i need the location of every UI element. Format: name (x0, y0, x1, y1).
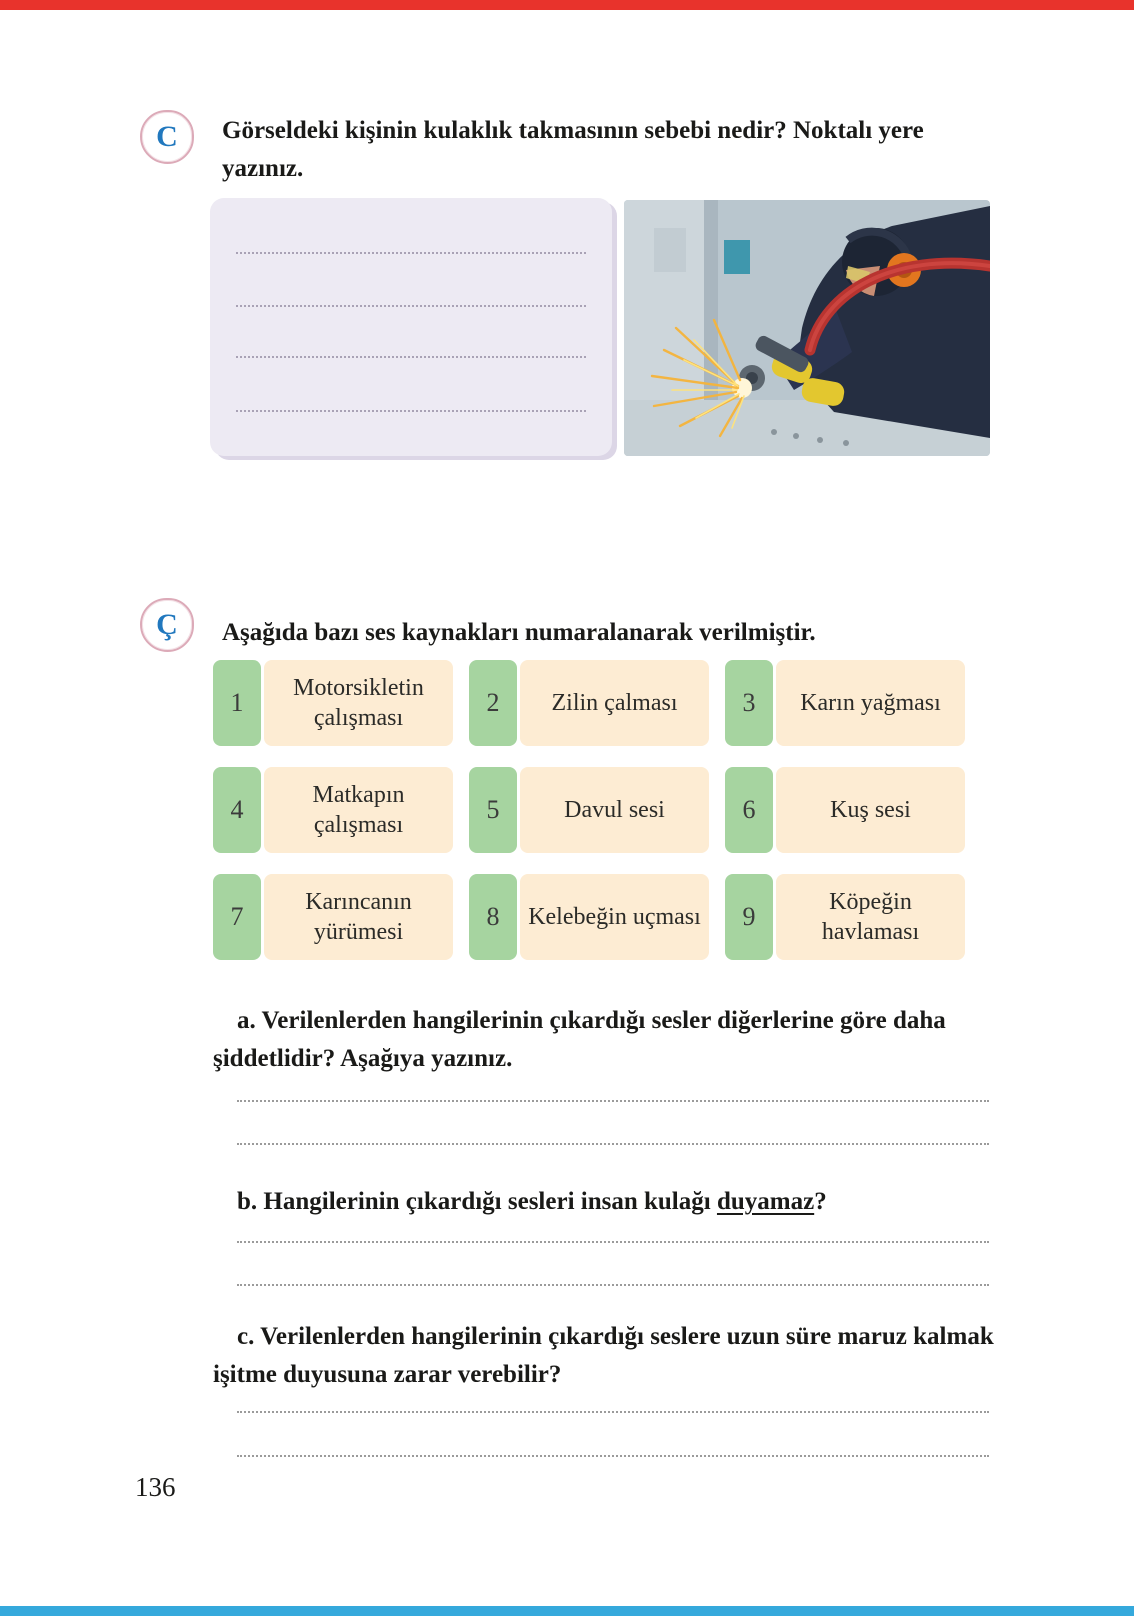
write-in-line (236, 305, 586, 307)
source-label: Kelebeğin uçması (520, 874, 709, 960)
sound-source-item (213, 767, 453, 853)
source-label: Matkapın çalışması (264, 767, 453, 853)
section-c-badge (140, 110, 194, 164)
section-c-letter: C (156, 120, 178, 153)
sound-source-item (213, 660, 453, 746)
source-number: 1 (213, 660, 261, 746)
source-number: 5 (469, 767, 517, 853)
write-in-line (237, 1100, 989, 1102)
sound-source-item (469, 767, 709, 853)
question-b-underlined-word: duyamaz (716, 1188, 815, 1215)
source-number: 2 (469, 660, 517, 746)
question-c: c. Verilenlerden hangilerinin çıkardığı seslere uzun süre maruz kalmak işitme duyusuna zarar verebilir? (213, 1323, 994, 1388)
sound-source-item (213, 874, 453, 960)
sound-source-item (725, 874, 965, 960)
source-number: 3 (725, 660, 773, 746)
question-b-suffix: ? (814, 1188, 827, 1215)
write-in-line (236, 410, 586, 412)
bottom-blue-bar (0, 1606, 1134, 1616)
source-number: 7 (213, 874, 261, 960)
sound-sources-grid (213, 660, 965, 960)
source-label: Karın yağması (776, 660, 965, 746)
write-in-line (237, 1455, 989, 1457)
page-number: 136 (135, 1472, 176, 1502)
source-number: 4 (213, 767, 261, 853)
write-in-line (237, 1284, 989, 1286)
sound-source-item (469, 874, 709, 960)
worker-grinder-photo (624, 200, 990, 456)
source-label: Motorsikletin çalışması (264, 660, 453, 746)
section-cedilla-letter: Ç (156, 608, 178, 641)
source-label: Davul sesi (520, 767, 709, 853)
source-label: Karıncanın yürümesi (264, 874, 453, 960)
top-red-bar (0, 0, 1134, 10)
sound-source-item (725, 767, 965, 853)
write-in-line (237, 1411, 989, 1413)
source-number: 6 (725, 767, 773, 853)
answer-box-c (210, 198, 612, 456)
write-in-line (236, 356, 586, 358)
sound-source-item (725, 660, 965, 746)
section-cedilla-intro: Aşağıda bazı ses kaynakları numaralanarak verilmiştir. (222, 619, 816, 646)
source-label: Köpeğin havlaması (776, 874, 965, 960)
source-label: Zilin çalması (520, 660, 709, 746)
sound-source-item (469, 660, 709, 746)
write-in-line (236, 252, 586, 254)
section-cedilla-badge (140, 598, 194, 652)
section-c-question: Görseldeki kişinin kulaklık takmasının sebebi nedir? Noktalı yere yazınız. (222, 117, 924, 182)
question-b-prefix: b. Hangilerinin çıkardığı sesleri insan kulağı (237, 1188, 717, 1215)
source-number: 9 (725, 874, 773, 960)
question-a: a. Verilenlerden hangilerinin çıkardığı sesler diğerlerine göre daha şiddetlidir? Aşağıya yazınız. (213, 1007, 946, 1072)
source-label: Kuş sesi (776, 767, 965, 853)
source-number: 8 (469, 874, 517, 960)
worker-grinder-illustration (624, 200, 990, 456)
write-in-line (237, 1143, 989, 1145)
question-b (213, 1183, 1005, 1221)
write-in-line (237, 1241, 989, 1243)
